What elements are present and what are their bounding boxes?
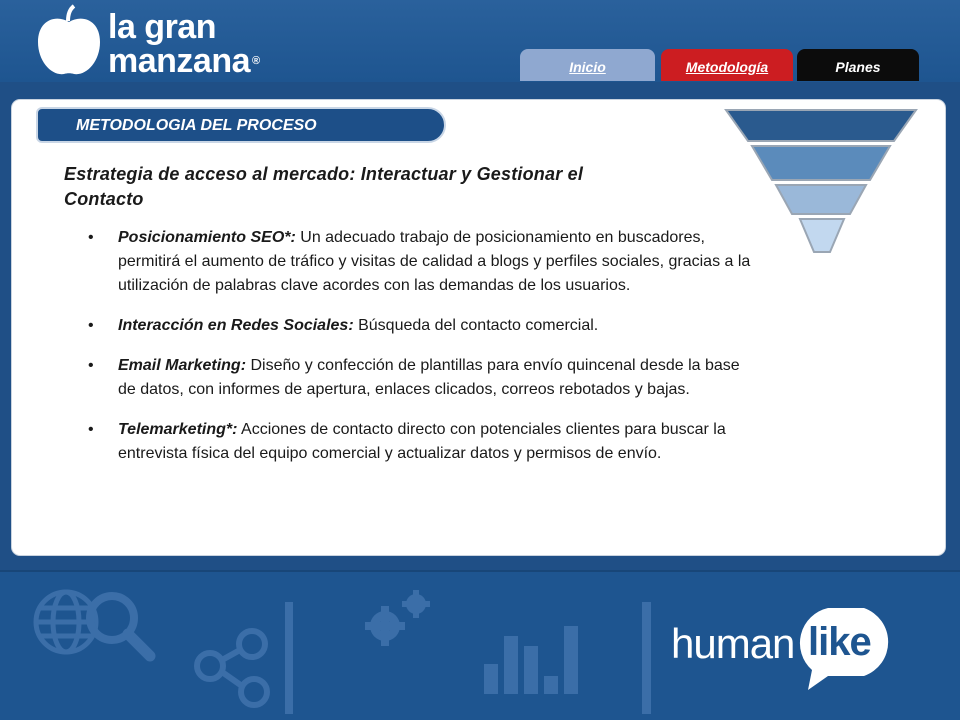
gears-icon [365,590,430,646]
tab-metodologia[interactable]: Metodología [661,49,793,81]
bullet-term: Email Marketing: [118,357,247,374]
brand-line1: la gran [108,8,216,46]
share-icon [197,631,267,705]
bar-chart-icon [484,626,578,694]
bullet-text: Búsqueda del contacto comercial. [353,317,599,334]
section-title-bar [36,107,446,143]
search-icon [90,596,150,656]
list-item [88,226,758,298]
divider-bar [642,602,651,714]
section-title: METODOLOGIA DEL PROCESO [76,117,317,134]
bullet-term: Posicionamiento SEO*: [118,229,296,246]
brand-logo [108,10,260,78]
registered-mark: ® [252,55,260,67]
bullet-term: Interacción en Redes Sociales: [118,317,354,334]
apple-logo-icon [34,4,104,76]
list-item [88,354,758,402]
tab-inicio[interactable]: Inicio [520,49,655,81]
humanlike-brand-human: human [671,620,795,667]
list-item [88,418,758,466]
humanlike-brand-like: like [808,620,871,664]
bullet-text: Diseño y confección de plantillas para envío quincenal desde la base de datos, con informes de apertura, enlaces clicados, correos rebotados y bajas. [118,357,740,398]
bullet-text: Acciones de contacto directo con potenciales clientes para buscar la entrevista física del equipo comercial y actualizar datos y permisos de envío. [118,421,726,462]
list-item [88,314,758,338]
content-heading: Estrategia de acceso al mercado: Interactuar y Gestionar el Contacto [64,164,584,209]
tab-planes[interactable]: Planes [797,49,919,81]
bullet-term: Telemarketing*: [118,421,238,438]
bullet-text: Un adecuado trabajo de posicionamiento en buscadores, permitirá el aumento de tráfico y visitas de calidad a blogs y perfiles sociales, gracias a la utilización de palabras clave acordes con las demandas de los usuarios. [118,229,751,294]
brand-line2: manzana [108,42,250,80]
bullet-list [88,226,758,482]
divider-bar [285,602,293,714]
